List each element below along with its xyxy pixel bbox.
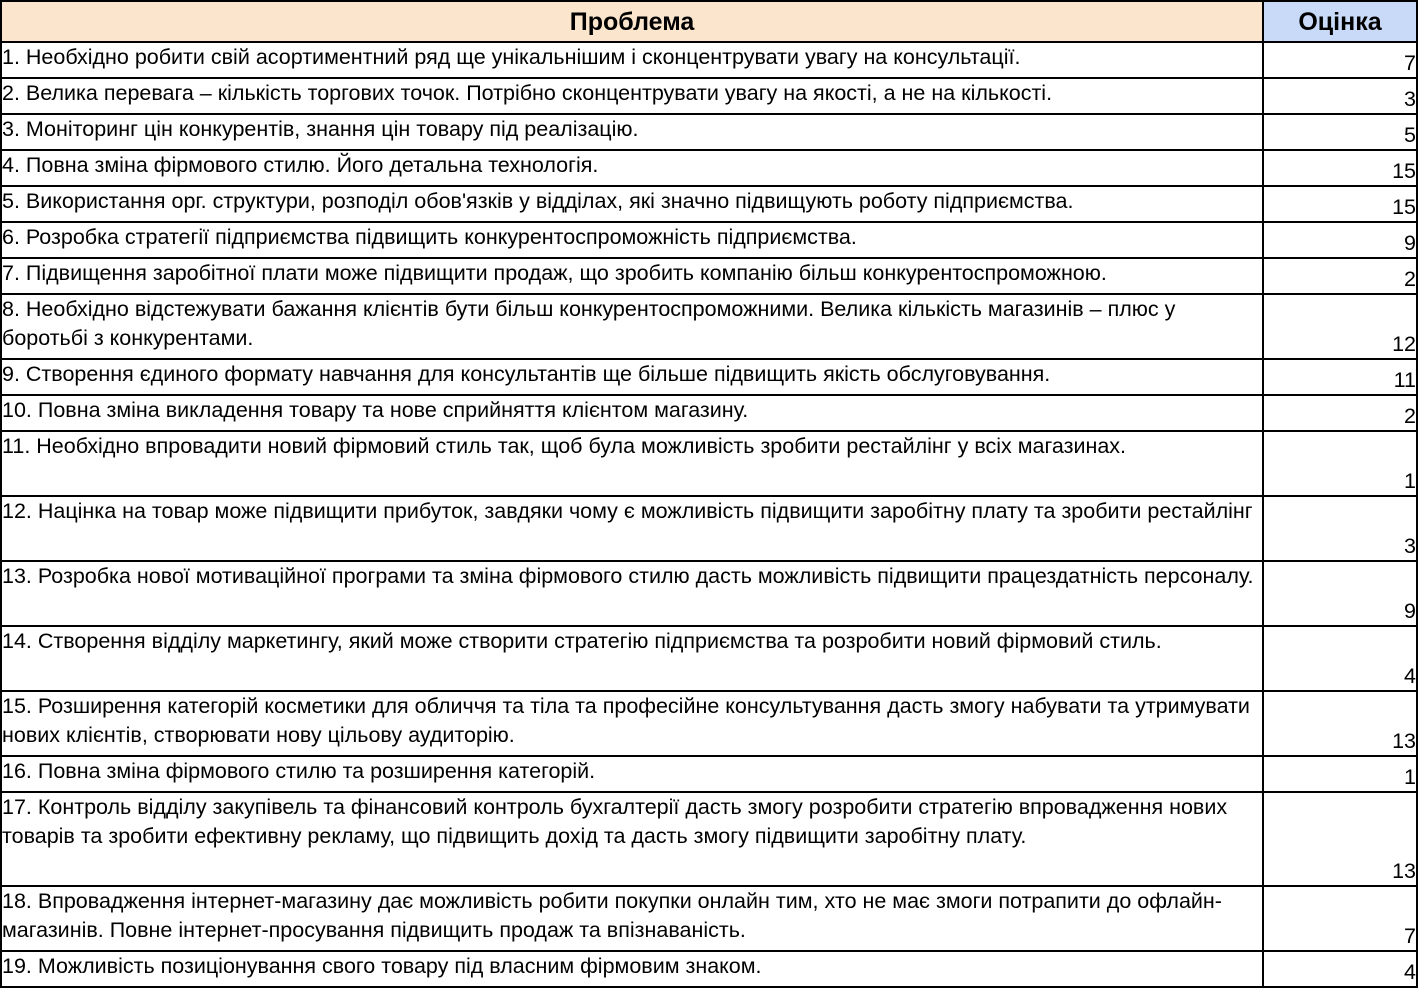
score-cell[interactable]: 1 — [1263, 756, 1417, 792]
problem-cell[interactable]: 8. Необхідно відстежувати бажання клієнтів бути більш конкурентоспроможними. Велика кількість магазинів – плюс у боротьбі з конкурентами. — [1, 294, 1263, 359]
score-cell[interactable]: 7 — [1263, 42, 1417, 78]
table-row — [1, 150, 1417, 186]
problem-cell[interactable]: 9. Створення єдиного формату навчання для консультантів ще більше підвищить якість обслуговування. — [1, 359, 1263, 395]
score-cell[interactable]: 2 — [1263, 258, 1417, 294]
table-row — [1, 792, 1417, 886]
problem-cell[interactable]: 15. Розширення категорій косметики для обличчя та тіла та професійне консультування дасть змогу набувати та утримувати нових клієнтів, створювати нову цільову аудиторію. — [1, 691, 1263, 756]
table-row — [1, 258, 1417, 294]
score-cell[interactable]: 12 — [1263, 294, 1417, 359]
header-score[interactable]: Оцінка — [1263, 1, 1417, 42]
table-row — [1, 496, 1417, 561]
table-row — [1, 114, 1417, 150]
score-cell[interactable]: 1 — [1263, 431, 1417, 496]
table-row — [1, 359, 1417, 395]
score-cell[interactable]: 4 — [1263, 626, 1417, 691]
header-problem[interactable]: Проблема — [1, 1, 1263, 42]
score-cell[interactable]: 7 — [1263, 886, 1417, 951]
score-cell[interactable]: 2 — [1263, 395, 1417, 431]
table-row — [1, 42, 1417, 78]
problem-cell[interactable]: 12. Націнка на товар може підвищити прибуток, завдяки чому є можливість підвищити заробітну плату та зробити рестайлінг — [1, 496, 1263, 561]
problem-cell[interactable]: 10. Повна зміна викладення товару та нове сприйняття клієнтом магазину. — [1, 395, 1263, 431]
table-row — [1, 691, 1417, 756]
problem-cell[interactable]: 7. Підвищення заробітної плати може підвищити продаж, що зробить компанію більш конкурентоспроможною. — [1, 258, 1263, 294]
problem-cell[interactable]: 2. Велика перевага – кількість торгових точок. Потрібно сконцентрувати увагу на якості, а не на кількості. — [1, 78, 1263, 114]
table-row — [1, 222, 1417, 258]
score-cell[interactable]: 11 — [1263, 359, 1417, 395]
header-row — [1, 1, 1417, 42]
problem-cell[interactable]: 5. Використання орг. структури, розподіл обов'язків у відділах, які значно підвищують роботу підприємства. — [1, 186, 1263, 222]
problem-cell[interactable]: 1. Необхідно робити свій асортиментний ряд ще унікальнішим і сконцентрувати увагу на консультації. — [1, 42, 1263, 78]
problem-cell[interactable]: 4. Повна зміна фірмового стилю. Його детальна технологія. — [1, 150, 1263, 186]
score-cell[interactable]: 15 — [1263, 186, 1417, 222]
problem-cell[interactable]: 19. Можливість позиціонування свого товару під власним фірмовим знаком. — [1, 951, 1263, 987]
score-cell[interactable]: 13 — [1263, 792, 1417, 886]
score-cell[interactable]: 9 — [1263, 222, 1417, 258]
problem-cell[interactable]: 13. Розробка нової мотиваційної програми та зміна фірмового стилю дасть можливість підвищити працездатність персоналу. — [1, 561, 1263, 626]
table-row — [1, 561, 1417, 626]
table-row — [1, 395, 1417, 431]
problem-cell[interactable]: 18. Впровадження інтернет-магазину дає можливість робити покупки онлайн тим, хто не має змоги потрапити до офлайн-магазинів. Повне інтернет-просування підвищить продаж та впізнаваність. — [1, 886, 1263, 951]
problem-cell[interactable]: 16. Повна зміна фірмового стилю та розширення категорій. — [1, 756, 1263, 792]
table-row — [1, 626, 1417, 691]
table-row — [1, 78, 1417, 114]
score-cell[interactable]: 3 — [1263, 496, 1417, 561]
table-row — [1, 886, 1417, 951]
score-cell[interactable]: 9 — [1263, 561, 1417, 626]
table-row — [1, 756, 1417, 792]
table-row — [1, 294, 1417, 359]
score-cell[interactable]: 15 — [1263, 150, 1417, 186]
problem-cell[interactable]: 11. Необхідно впровадити новий фірмовий стиль так, щоб була можливість зробити рестайлінг у всіх магазинах. — [1, 431, 1263, 496]
score-cell[interactable]: 4 — [1263, 951, 1417, 987]
score-cell[interactable]: 5 — [1263, 114, 1417, 150]
table-row — [1, 951, 1417, 987]
table-row — [1, 186, 1417, 222]
table-row — [1, 431, 1417, 496]
problem-cell[interactable]: 3. Моніторинг цін конкурентів, знання цін товару під реалізацію. — [1, 114, 1263, 150]
problem-cell[interactable]: 17. Контроль відділу закупівель та фінансовий контроль бухгалтерії дасть змогу розробити стратегію впровадження нових товарів та зробити ефективну рекламу, що підвищить дохід та дасть змогу підвищити заробітну плату. — [1, 792, 1263, 886]
problem-cell[interactable]: 14. Створення відділу маркетингу, який може створити стратегію підприємства та розробити новий фірмовий стиль. — [1, 626, 1263, 691]
score-cell[interactable]: 3 — [1263, 78, 1417, 114]
score-cell[interactable]: 13 — [1263, 691, 1417, 756]
problem-cell[interactable]: 6. Розробка стратегії підприємства підвищить конкурентоспроможність підприємства. — [1, 222, 1263, 258]
